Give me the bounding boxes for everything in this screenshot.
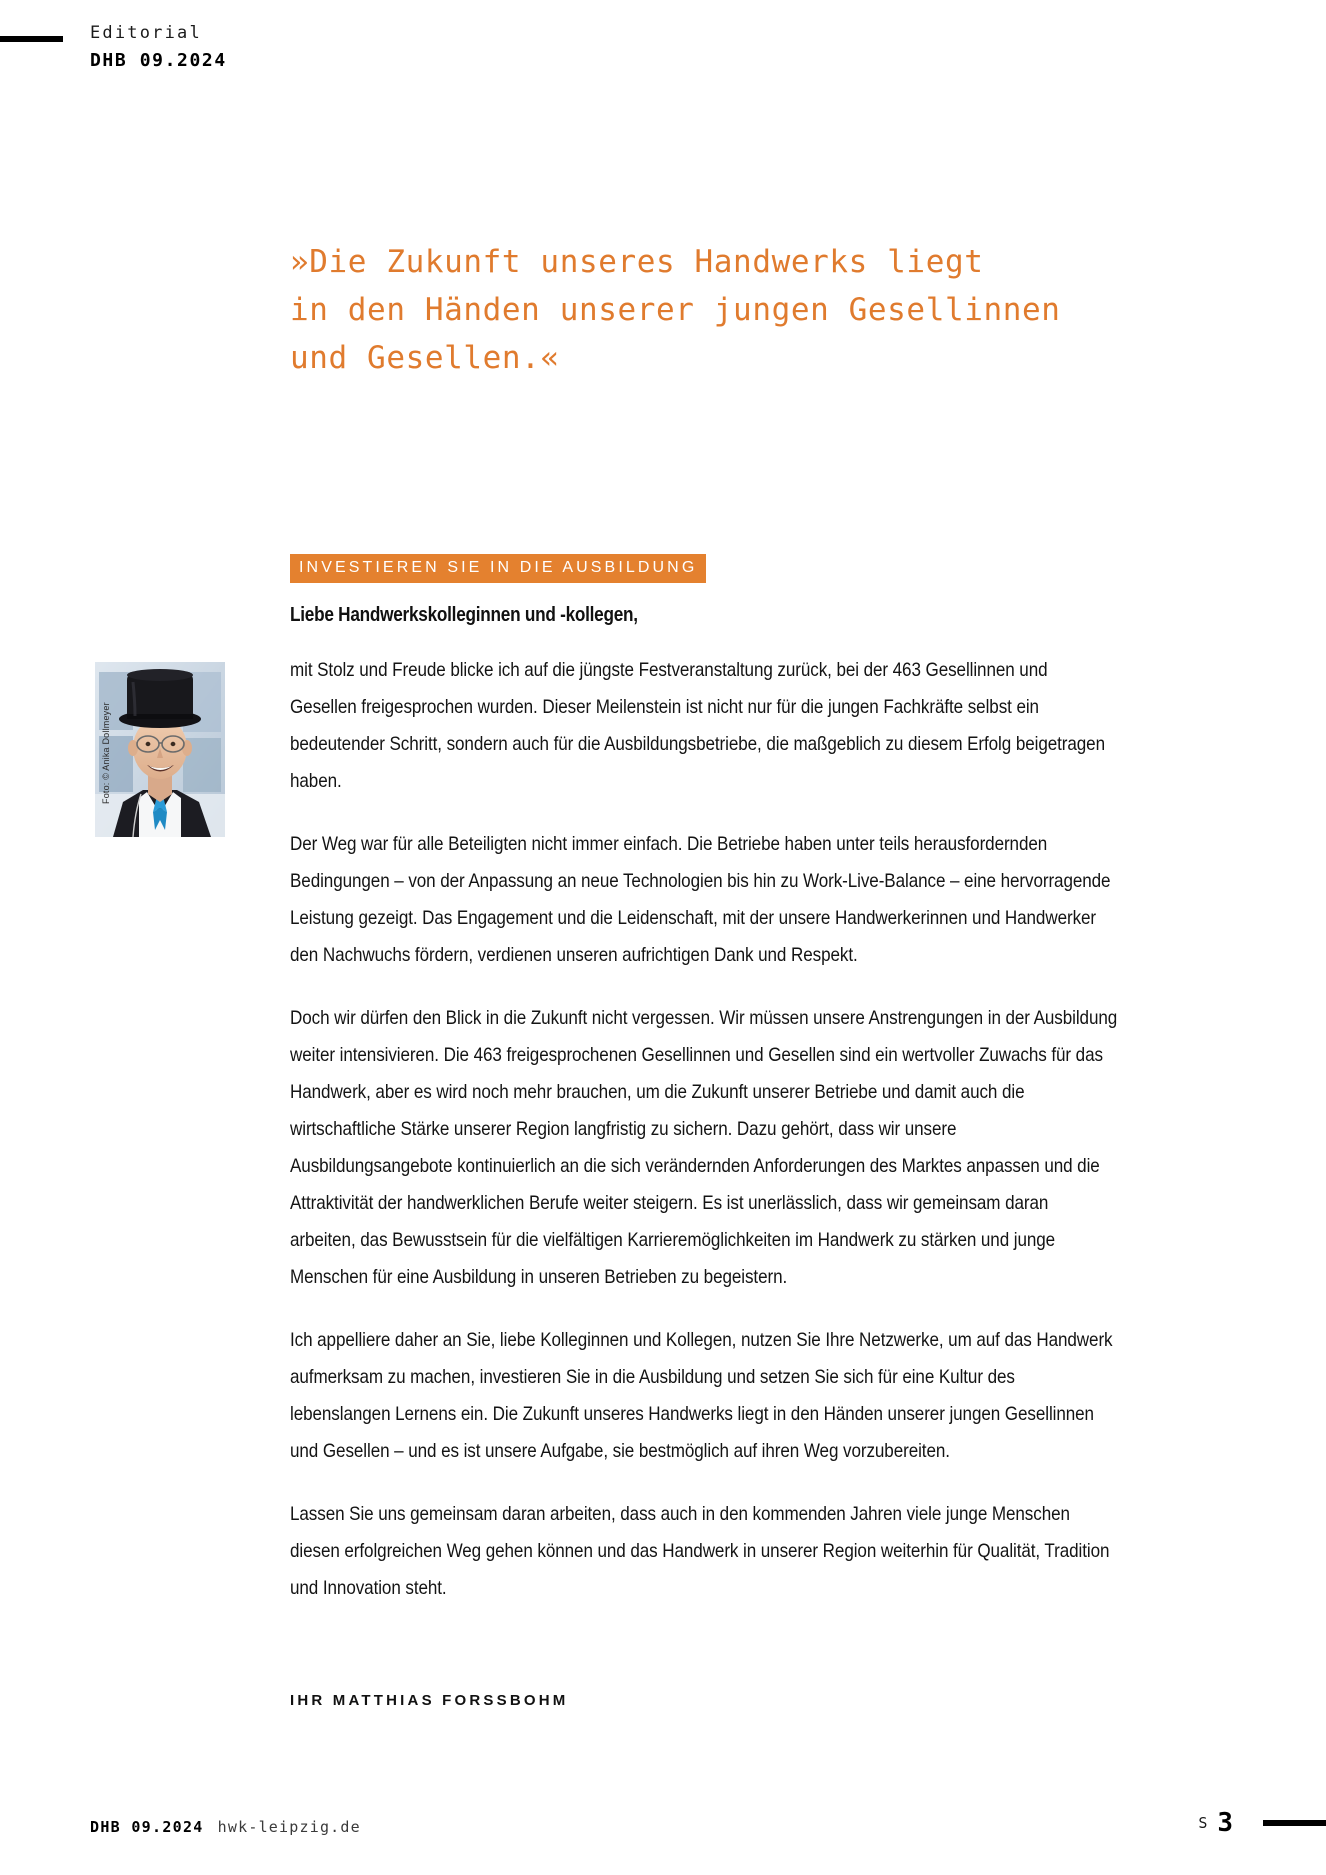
footer-right-group — [1198, 1810, 1326, 1836]
section-badge: INVESTIEREN SIE IN DIE AUSBILDUNG — [290, 554, 706, 583]
pull-quote-line-3: und Gesellen.« — [290, 340, 560, 376]
portrait-figure — [95, 662, 225, 837]
paragraph: Lassen Sie uns gemeinsam daran arbeiten, dass auch in den kommenden Jahren viele junge Menschen diesen erfolgreichen Weg gehen können und das Handwerk in unserer Region weiterhin für Qualität, Tradition und Innovation steht. — [290, 1503, 1110, 1599]
page-footer — [0, 1800, 1326, 1875]
pull-quote-line-2: in den Händen unserer jungen Gesellinnen — [290, 292, 1061, 328]
page-header — [0, 0, 1326, 120]
header-rule — [0, 36, 63, 42]
issue-label: DHB 09.2024 — [90, 49, 227, 71]
page-prefix: S — [1198, 1814, 1209, 1832]
portrait-photo — [95, 662, 225, 837]
footer-issue: DHB 09.2024 — [90, 1818, 204, 1836]
signoff: IHR MATTHIAS FORSSBOHM — [290, 1692, 569, 1709]
pull-quote — [290, 238, 1120, 382]
header-text-group — [90, 22, 227, 74]
page-number: 3 — [1217, 1808, 1233, 1838]
paragraph: Ich appelliere daher an Sie, liebe Kolleginnen und Kollegen, nutzen Sie Ihre Netzwerke, um auf das Handwerk aufmerksam zu machen, investieren Sie in die Ausbildung und setzen Sie sich für eine Kultur des lebenslangen Lernens ein. Die Zukunft unseres Handwerks liegt in den Händen unserer jungen Gesellinnen und Gesellen – und es ist unsere Aufgabe, sie bestmöglich auf ihren Weg vorzubereiten. — [290, 1329, 1113, 1462]
article-body — [290, 652, 1118, 1633]
paragraph: mit Stolz und Freude blicke ich auf die jüngste Festveranstaltung zurück, bei der 463 Gesellinnen und Gesellen freigesprochen wurden. Dieser Meilenstein ist nicht nur für die jungen Fachkräfte selbst ein bedeutender Schritt, sondern auch für die Ausbildungsbetriebe, die maßgeblich zu diesem Erfolg beigetragen haben. — [290, 659, 1105, 792]
photo-credit: Foto: © Anika Dollmeyer — [101, 702, 111, 804]
pull-quote-line-1: »Die Zukunft unseres Handwerks liegt — [290, 244, 984, 280]
paragraph: Der Weg war für alle Beteiligten nicht immer einfach. Die Betriebe haben unter teils herausfordernden Bedingungen – von der Anpassung an neue Technologien bis hin zu Work-Live-Balance – eine hervorragende Leistung gezeigt. Das Engagement und die Leidenschaft, mit der unsere Handwerkerinnen und Handwerker den Nachwuchs fördern, verdienen unseren aufrichtigen Dank und Respekt. — [290, 833, 1111, 966]
footer-url[interactable]: hwk-leipzig.de — [217, 1818, 361, 1836]
paragraph: Doch wir dürfen den Blick in die Zukunft nicht vergessen. Wir müssen unsere Anstrengungen in der Ausbildung weiter intensivieren. Die 463 freigesprochenen Gesellinnen und Gesellen sind ein wertvoller Zuwachs für das Handwerk, aber es wird noch mehr brauchen, um die Zukunft unserer Betriebe und damit auch die wirtschaftliche Stärke unserer Region langfristig zu sichern. Dazu gehört, dass wir unsere Ausbildungsangebote kontinuierlich an die sich verändernden Anforderungen des Marktes anpassen und die Attraktivität der handwerklichen Berufe weiter steigern. Es ist unerlässlich, dass wir gemeinsam daran arbeiten, das Bewusstsein für die vielfältigen Karrieremöglichkeiten im Handwerk zu stärken und junge Menschen für eine Ausbildung in unseren Betrieben zu begeistern. — [290, 1007, 1118, 1288]
section-kicker: Editorial — [90, 23, 202, 43]
footer-rule — [1263, 1820, 1326, 1826]
salutation: Liebe Handwerkskolleginnen und -kollegen, — [290, 604, 638, 626]
footer-left-group — [90, 1818, 361, 1836]
